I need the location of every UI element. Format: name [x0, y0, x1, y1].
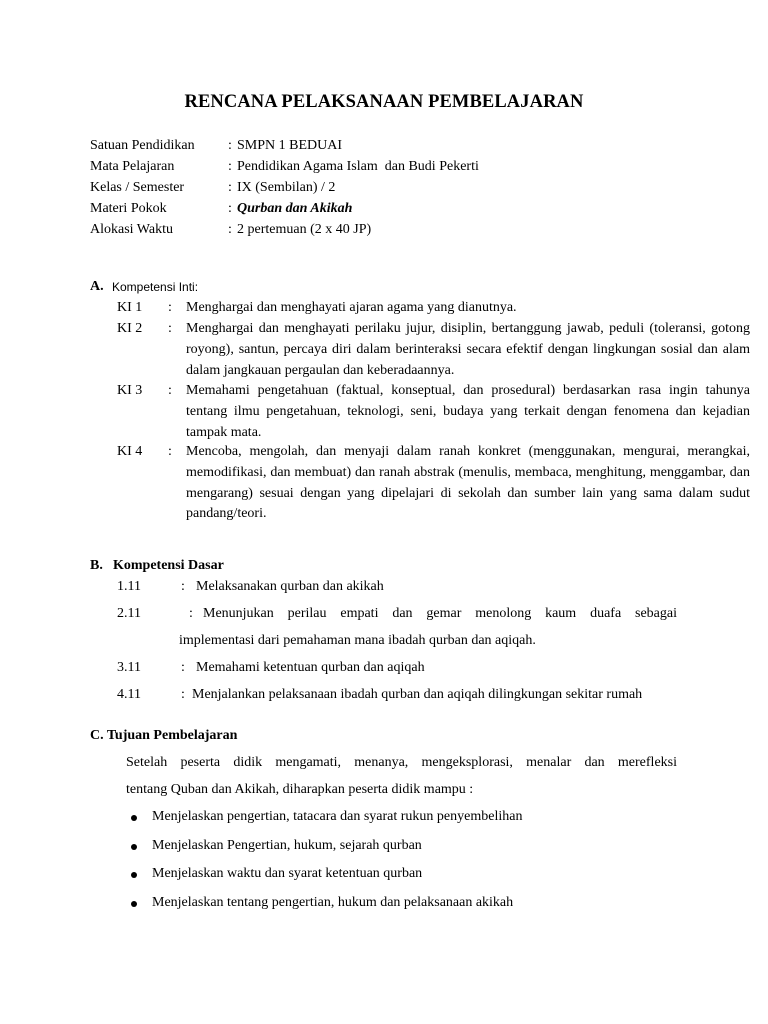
- tujuan-intro-line2: tentang Quban dan Akikah, diharapkan peserta didik mampu :: [126, 782, 474, 797]
- document-title: RENCANA PELAKSANAAN PEMBELAJARAN: [184, 92, 584, 112]
- section-c-heading: C. Tujuan Pembelajaran: [90, 728, 238, 743]
- info-colon: :: [228, 138, 232, 153]
- info-label-kelas: Kelas / Semester: [90, 180, 185, 195]
- info-label-alokasi: Alokasi Waktu: [90, 222, 173, 237]
- kd-code: 2.11: [117, 606, 141, 621]
- kd-colon: :: [189, 606, 193, 621]
- bullet-dot-icon: [131, 901, 137, 907]
- info-value-materi: Qurban dan Akikah: [237, 201, 353, 216]
- kd-text: Memahami ketentuan qurban dan aqiqah: [196, 660, 425, 675]
- ki-colon: :: [168, 444, 172, 459]
- kd-code: 1.11: [117, 579, 141, 594]
- kd-text: Melaksanakan qurban dan akikah: [196, 579, 384, 594]
- ki-code: KI 4: [117, 444, 143, 459]
- ki-code: KI 1: [117, 300, 143, 315]
- info-label-materi: Materi Pokok: [90, 201, 167, 216]
- kd-text-continuation: implementasi dari pemahaman mana ibadah qurban dan aqiqah.: [179, 633, 536, 648]
- info-colon: :: [228, 222, 232, 237]
- ki-text: Mencoba, mengolah, dan menyaji dalam ranah konkret (menggunakan, mengurai, merangkai, memodifikasi, dan membuat) dan ranah abstrak (menulis, membaca, menghitung, menggambar, dan mengarang) sesuai dengan yang dipelajari di sekolah dan sumber lain yang sama dalam sudut pandang/teori.: [186, 444, 750, 522]
- info-value-alokasi: 2 pertemuan (2 x 40 JP): [237, 222, 372, 237]
- bullet-dot-icon: [131, 844, 137, 850]
- tujuan-bullet-item: Menjelaskan tentang pengertian, hukum dan pelaksanaan akikah: [152, 895, 514, 910]
- kd-text: Menjalankan pelaksanaan ibadah qurban dan aqiqah dilingkungan sekitar rumah: [192, 687, 643, 702]
- tujuan-bullet-item: Menjelaskan Pengertian, hukum, sejarah qurban: [152, 838, 422, 853]
- section-b-heading: Kompetensi Dasar: [113, 558, 224, 573]
- section-b-letter: B.: [90, 558, 103, 573]
- tujuan-bullet-item: Menjelaskan pengertian, tatacara dan syarat rukun penyembelihan: [152, 809, 523, 824]
- kd-code: 3.11: [117, 660, 141, 675]
- ki-text: Menghargai dan menghayati ajaran agama yang dianutnya.: [186, 300, 517, 315]
- info-value-satuan: SMPN 1 BEDUAI: [237, 138, 343, 153]
- bullet-dot-icon: [131, 872, 137, 878]
- bullet-dot-icon: [131, 815, 137, 821]
- info-label-satuan: Satuan Pendidikan: [90, 138, 195, 153]
- ki-code: KI 3: [117, 383, 143, 398]
- info-value-mapel: Pendidikan Agama Islam dan Budi Pekerti: [237, 159, 479, 174]
- tujuan-bullet-item: Menjelaskan waktu dan syarat ketentuan qurban: [152, 866, 423, 881]
- ki-colon: :: [168, 383, 172, 398]
- kd-colon: :: [181, 579, 185, 594]
- kd-code: 4.11: [117, 687, 141, 702]
- kd-text: Menunjukan perilau empati dan gemar menolong kaum duafa sebagai: [203, 606, 677, 621]
- info-colon: :: [228, 180, 232, 195]
- info-colon: :: [228, 159, 232, 174]
- ki-text: Menghargai dan menghayati perilaku jujur, disiplin, bertanggung jawab, peduli (toleransi, gotong royong), santun, percaya diri dalam berinteraksi secara efektif dengan lingkungan sosial dan alam dalam jangkauan pergaulan dan keberadaannya.: [186, 321, 750, 378]
- ki-colon: :: [168, 300, 172, 315]
- section-a-heading: Kompetensi Inti:: [112, 280, 199, 294]
- info-value-kelas: IX (Sembilan) / 2: [237, 180, 336, 195]
- tujuan-intro-line1: Setelah peserta didik mengamati, menanya, mengeksplorasi, menalar dan merefleksi: [126, 755, 677, 770]
- kd-colon: :: [181, 660, 185, 675]
- kd-colon: :: [181, 687, 185, 702]
- section-a-letter: A.: [90, 279, 104, 294]
- ki-colon: :: [168, 321, 172, 336]
- ki-code: KI 2: [117, 321, 143, 336]
- info-label-mapel: Mata Pelajaran: [90, 159, 175, 174]
- ki-text: Memahami pengetahuan (faktual, konseptual, dan prosedural) berdasarkan rasa ingin tahunya tentang ilmu pengetahuan, teknologi, seni, budaya yang terkait dengan fenomena dan kejadian tampak mata.: [186, 383, 750, 440]
- info-colon: :: [228, 201, 232, 216]
